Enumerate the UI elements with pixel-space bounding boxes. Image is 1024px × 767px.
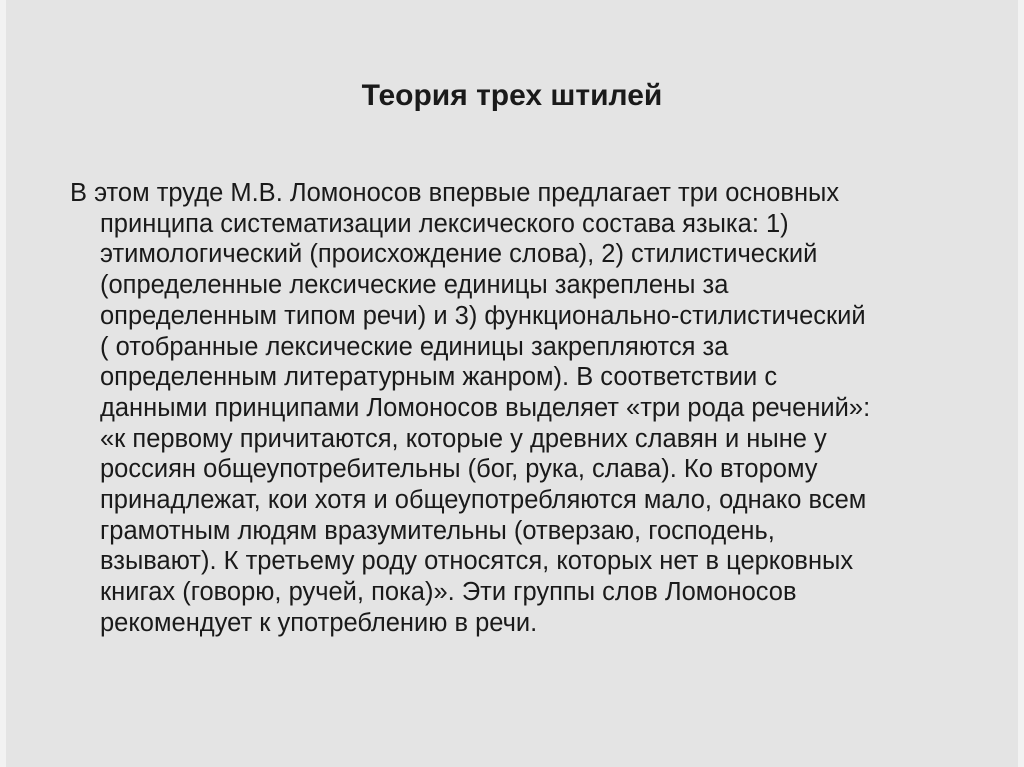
paragraph-line: «к первому причитаются, которые у древних славян и ныне у <box>100 424 827 453</box>
slide-title: Теория трех штилей <box>361 79 663 112</box>
paragraph-line: этимологический (происхождение слова), 2) стилистический <box>100 240 818 269</box>
paragraph-line: В этом труде М.В. Ломоносов впервые предлагает три основных <box>70 179 840 207</box>
slide-edge-left <box>0 0 6 767</box>
paragraph-line: принадлежат, кои хотя и общеупотребляются мало, однако всем <box>100 486 867 515</box>
paragraph-line: взывают). К третьему роду относятся, которых нет в церковных <box>100 547 854 576</box>
paragraph-line: (определенные лексические единицы закреплены за <box>100 271 729 300</box>
paragraph-line: грамотным людям вразумительны (отверзаю, господень, <box>100 516 775 545</box>
paragraph-line: рекомендует к употреблению в речи. <box>100 608 538 637</box>
paragraph-line: ( отобранные лексические единицы закрепляются за <box>100 332 729 361</box>
slide-edge-right <box>1018 0 1024 767</box>
paragraph-line: определенным типом речи) и 3) функционально-стилистический <box>100 301 866 330</box>
slide-body-paragraph <box>70 178 975 639</box>
paragraph-line: данными принципами Ломоносов выделяет «три рода речений»: <box>100 393 871 422</box>
paragraph-line: принципа систематизации лексического состава языка: 1) <box>100 209 789 238</box>
paragraph-line: определенным литературным жанром). В соответствии с <box>100 363 778 392</box>
paragraph-line: книгах (говорю, ручей, пока)». Эти группы слов Ломоносов <box>100 578 797 607</box>
paragraph-line: россиян общеупотребительны (бог, рука, слава). Ко второму <box>100 455 818 484</box>
